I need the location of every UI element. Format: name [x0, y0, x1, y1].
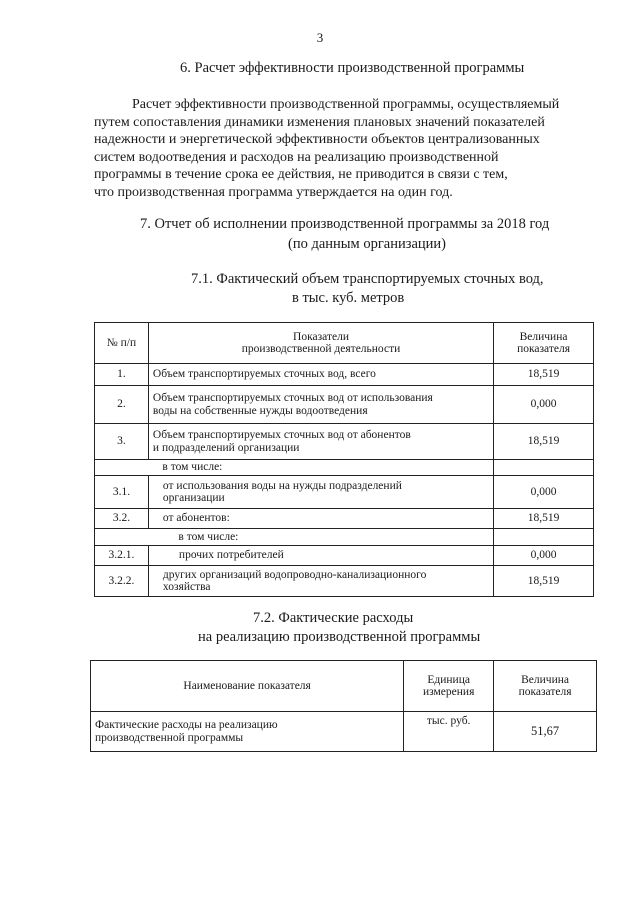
- row-label: [148, 424, 493, 460]
- header-indicator: [148, 323, 493, 364]
- table-row: [95, 529, 594, 546]
- row-label: [148, 386, 493, 424]
- row-label: прочих потребителей: [148, 546, 493, 566]
- row-label-line: от использования воды на нужды подразделений: [162, 479, 402, 492]
- row-num: [95, 460, 149, 476]
- row-value: 0,000: [494, 476, 594, 509]
- row-name-line: производственной программы: [95, 731, 244, 744]
- header-value: [494, 323, 594, 364]
- wastewater-volume-table: [94, 322, 594, 597]
- row-value: 18,519: [494, 424, 594, 460]
- row-unit: тыс. руб.: [404, 712, 494, 752]
- row-label-line: и подразделений организации: [152, 441, 300, 454]
- paragraph-line: надежности и энергетической эффективности объектов централизованных: [94, 132, 540, 148]
- header-unit-line: Единица: [427, 673, 470, 686]
- header-value-line: Величина: [519, 330, 568, 343]
- header-name: Наименование показателя: [91, 661, 404, 712]
- expenses-table: [90, 660, 597, 752]
- header-value-line: Величина: [521, 673, 569, 686]
- header-unit-line: измерения: [422, 686, 475, 698]
- row-value: 0,000: [494, 386, 594, 424]
- section-7-1-subheading: в тыс. куб. метров: [292, 290, 405, 306]
- row-num: 1.: [95, 364, 149, 386]
- paragraph-line: что производственная программа утверждается на один год.: [94, 184, 453, 200]
- row-label: в том числе:: [148, 529, 493, 546]
- paragraph-line: систем водоотведения и расходов на реализацию производственной: [94, 149, 499, 165]
- section-7-2-heading: 7.2. Фактические расходы: [253, 610, 414, 626]
- row-num: 3.: [95, 424, 149, 460]
- row-label-line: хозяйства: [162, 581, 211, 593]
- row-label-line: воды на собственные нужды водоотведения: [152, 404, 368, 417]
- row-label: Объем транспортируемых сточных вод, всего: [148, 364, 493, 386]
- section-7-1-heading: 7.1. Фактический объем транспортируемых сточных вод,: [191, 271, 544, 287]
- row-value: [494, 529, 594, 546]
- table-row: [95, 566, 594, 597]
- paragraph-line: Расчет эффективности производственной программы, осуществляемый: [132, 97, 560, 112]
- table-row: [95, 460, 594, 476]
- section-6-paragraph: [94, 96, 586, 202]
- header-indicator-line: производственной деятельности: [241, 343, 401, 355]
- row-value: 18,519: [494, 364, 594, 386]
- row-num: 3.2.2.: [95, 566, 149, 597]
- page-number: 3: [316, 30, 324, 45]
- header-unit: [404, 661, 494, 712]
- row-label-line: организации: [162, 492, 225, 504]
- table-row: [95, 509, 594, 529]
- row-value: 51,67: [494, 712, 597, 752]
- header-value-line: показателя: [518, 686, 572, 698]
- row-label: от абонентов:: [148, 509, 493, 529]
- table-header-row: [95, 323, 594, 364]
- row-value: [494, 460, 594, 476]
- table-row: [95, 546, 594, 566]
- table-row: [95, 386, 594, 424]
- row-label: [148, 566, 493, 597]
- row-value: 18,519: [494, 566, 594, 597]
- header-value-line: показателя: [517, 343, 571, 355]
- header-value: [494, 661, 597, 712]
- row-num: 2.: [95, 386, 149, 424]
- section-6-heading: 6. Расчет эффективности производственной программы: [180, 60, 525, 76]
- row-num: 3.2.1.: [95, 546, 149, 566]
- row-num: [95, 529, 149, 546]
- row-label-line: других организаций водопроводно-канализационного: [162, 568, 427, 581]
- row-label: в том числе:: [148, 460, 493, 476]
- section-7-2-subheading: на реализацию производственной программы: [198, 629, 481, 645]
- row-label-line: Объем транспортируемых сточных вод от абонентов: [152, 429, 411, 441]
- table-row: [95, 424, 594, 460]
- row-name-line: Фактические расходы на реализацию: [95, 719, 278, 731]
- table-row: [95, 364, 594, 386]
- paragraph-line: программы в течение срока ее действия, не приводится в связи с тем,: [94, 167, 508, 183]
- section-7-heading: 7. Отчет об исполнении производственной программы за 2018 год: [140, 216, 550, 232]
- header-indicator-line: Показатели: [293, 330, 349, 343]
- row-value: 0,000: [494, 546, 594, 566]
- row-num: 3.1.: [95, 476, 149, 509]
- row-label: [148, 476, 493, 509]
- row-label-line: Объем транспортируемых сточных вод от использования: [152, 392, 433, 404]
- table-row: [91, 712, 597, 752]
- table-row: [95, 476, 594, 509]
- row-name: [91, 712, 404, 752]
- row-value: 18,519: [494, 509, 594, 529]
- paragraph-line: путем сопоставления динамики изменения плановых значений показателей: [94, 114, 545, 130]
- table-header-row: [91, 661, 597, 712]
- section-7-subheading: (по данным организации): [288, 236, 447, 252]
- row-num: 3.2.: [95, 509, 149, 529]
- header-num: № п/п: [95, 323, 149, 364]
